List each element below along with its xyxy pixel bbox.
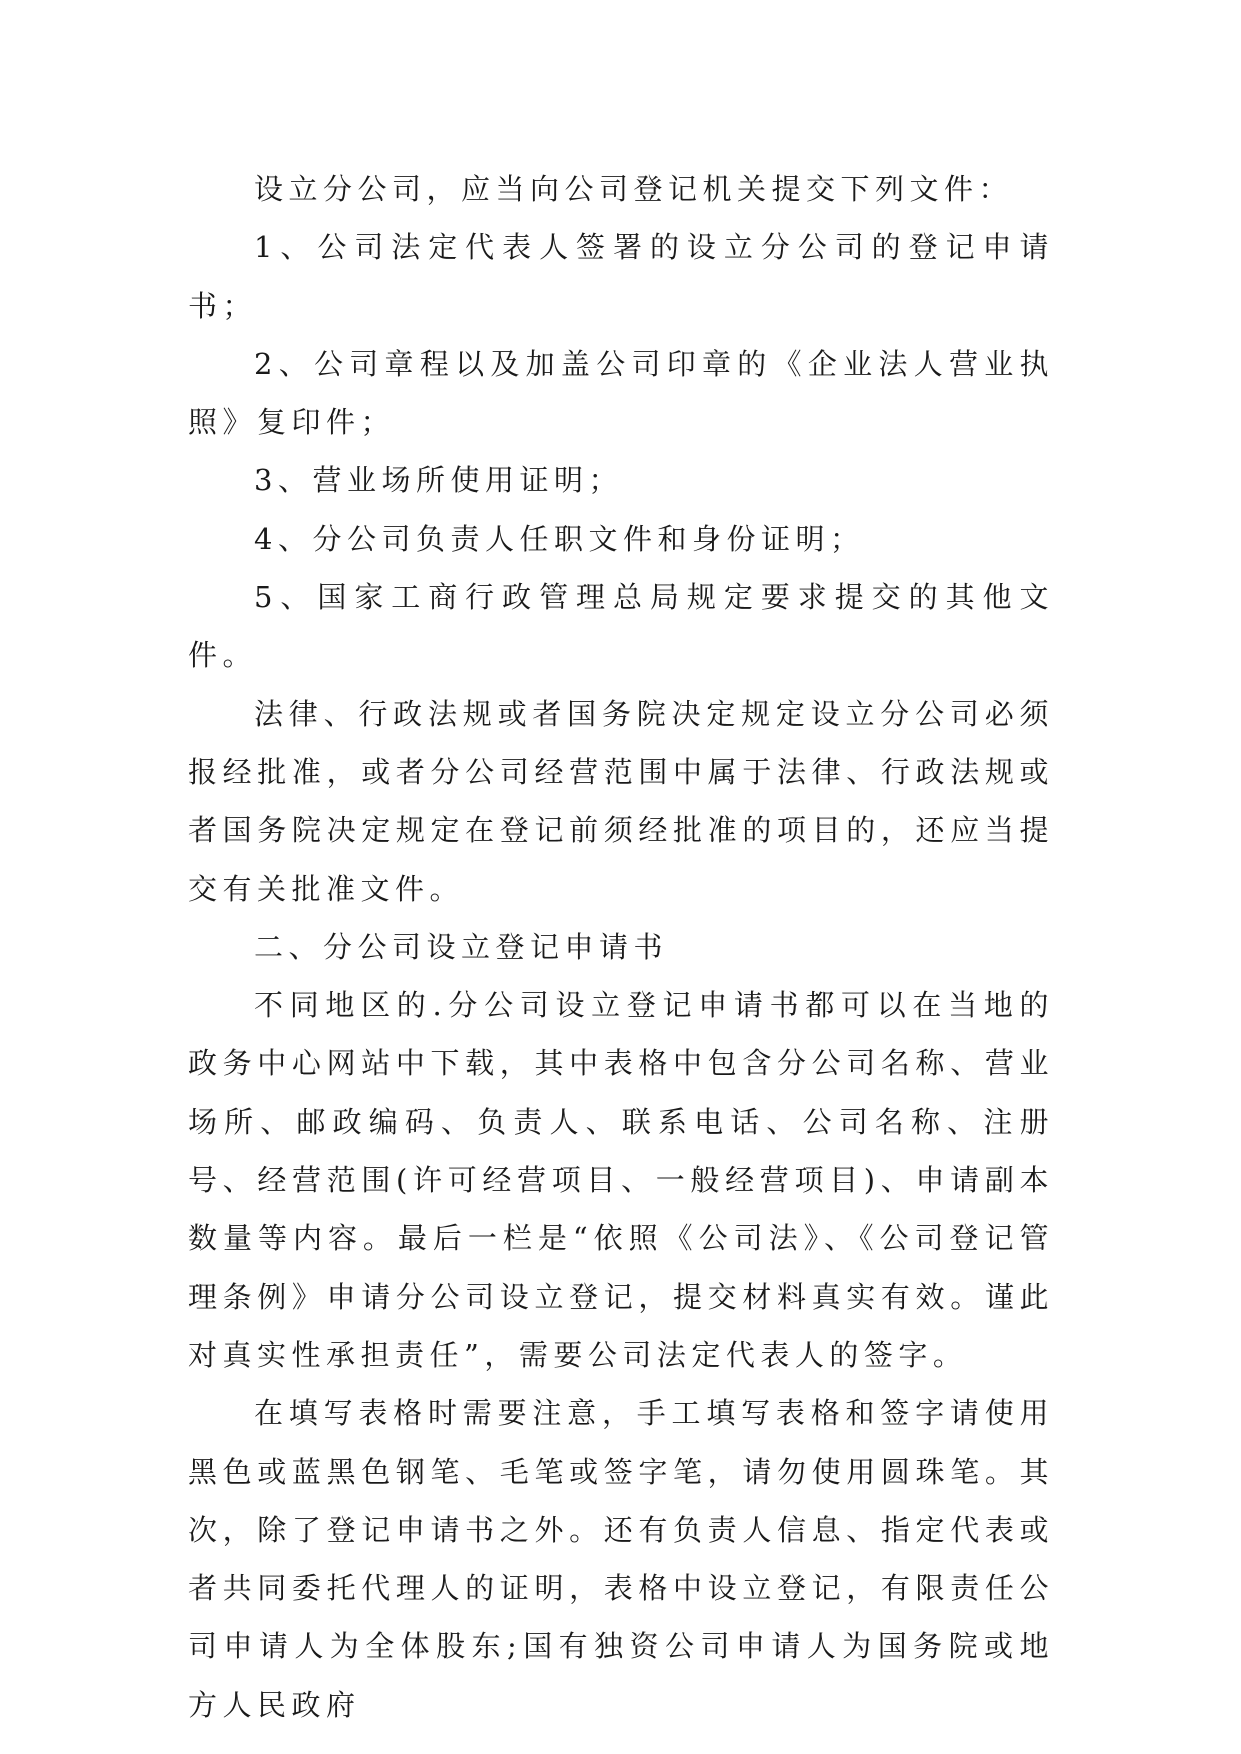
paragraph-application-form: 不同地区的.分公司设立登记申请书都可以在当地的政务中心网站中下载，其中表格中包含分公司名称、营业场所、邮政编码、负责人、联系电话、公司名称、注册号、经营范围(许可经营项目、一般经营项目)、申请副本数量等内容。最后一栏是“依照《公司法》、《公司登记管理条例》申请分公司设立登记，提交材料真实有效。谨此对真实性承担责任”，需要公司法定代表人的签字。	[188, 988, 1054, 1372]
list-item-3: 3、营业场所使用证明；	[254, 463, 623, 498]
list-item-4: 4、分公司负责人任职文件和身份证明；	[254, 521, 865, 556]
section-heading: 二、分公司设立登记申请书	[254, 929, 669, 964]
list-item-2: 2、公司章程以及加盖公司印章的《企业法人营业执照》复印件；	[188, 346, 1054, 440]
paragraph-approval: 法律、行政法规或者国务院决定规定设立分公司必须报经批准，或者分公司经营范围中属于法律、行政法规或者国务院决定规定在登记前须经批准的项目的，还应当提交有关批准文件。	[188, 696, 1054, 906]
list-item-5: 5、国家工商行政管理总局规定要求提交的其他文件。	[188, 580, 1054, 673]
list-item-1: 1、公司法定代表人签署的设立分公司的登记申请书；	[188, 230, 1054, 323]
paragraph-intro: 设立分公司，应当向公司登记机关提交下列文件：	[254, 172, 1014, 206]
document-body	[188, 160, 1054, 1734]
paragraph-filling-notes: 在填写表格时需要注意，手工填写表格和签字请使用黑色或蓝黑色钢笔、毛笔或签字笔，请勿使用圆珠笔。其次，除了登记申请书之外。还有负责人信息、指定代表或者共同委托代理人的证明，表格中设立登记，有限责任公司申请人为全体股东;国有独资公司申请人为国务院或地方人民政府	[188, 1396, 1054, 1722]
